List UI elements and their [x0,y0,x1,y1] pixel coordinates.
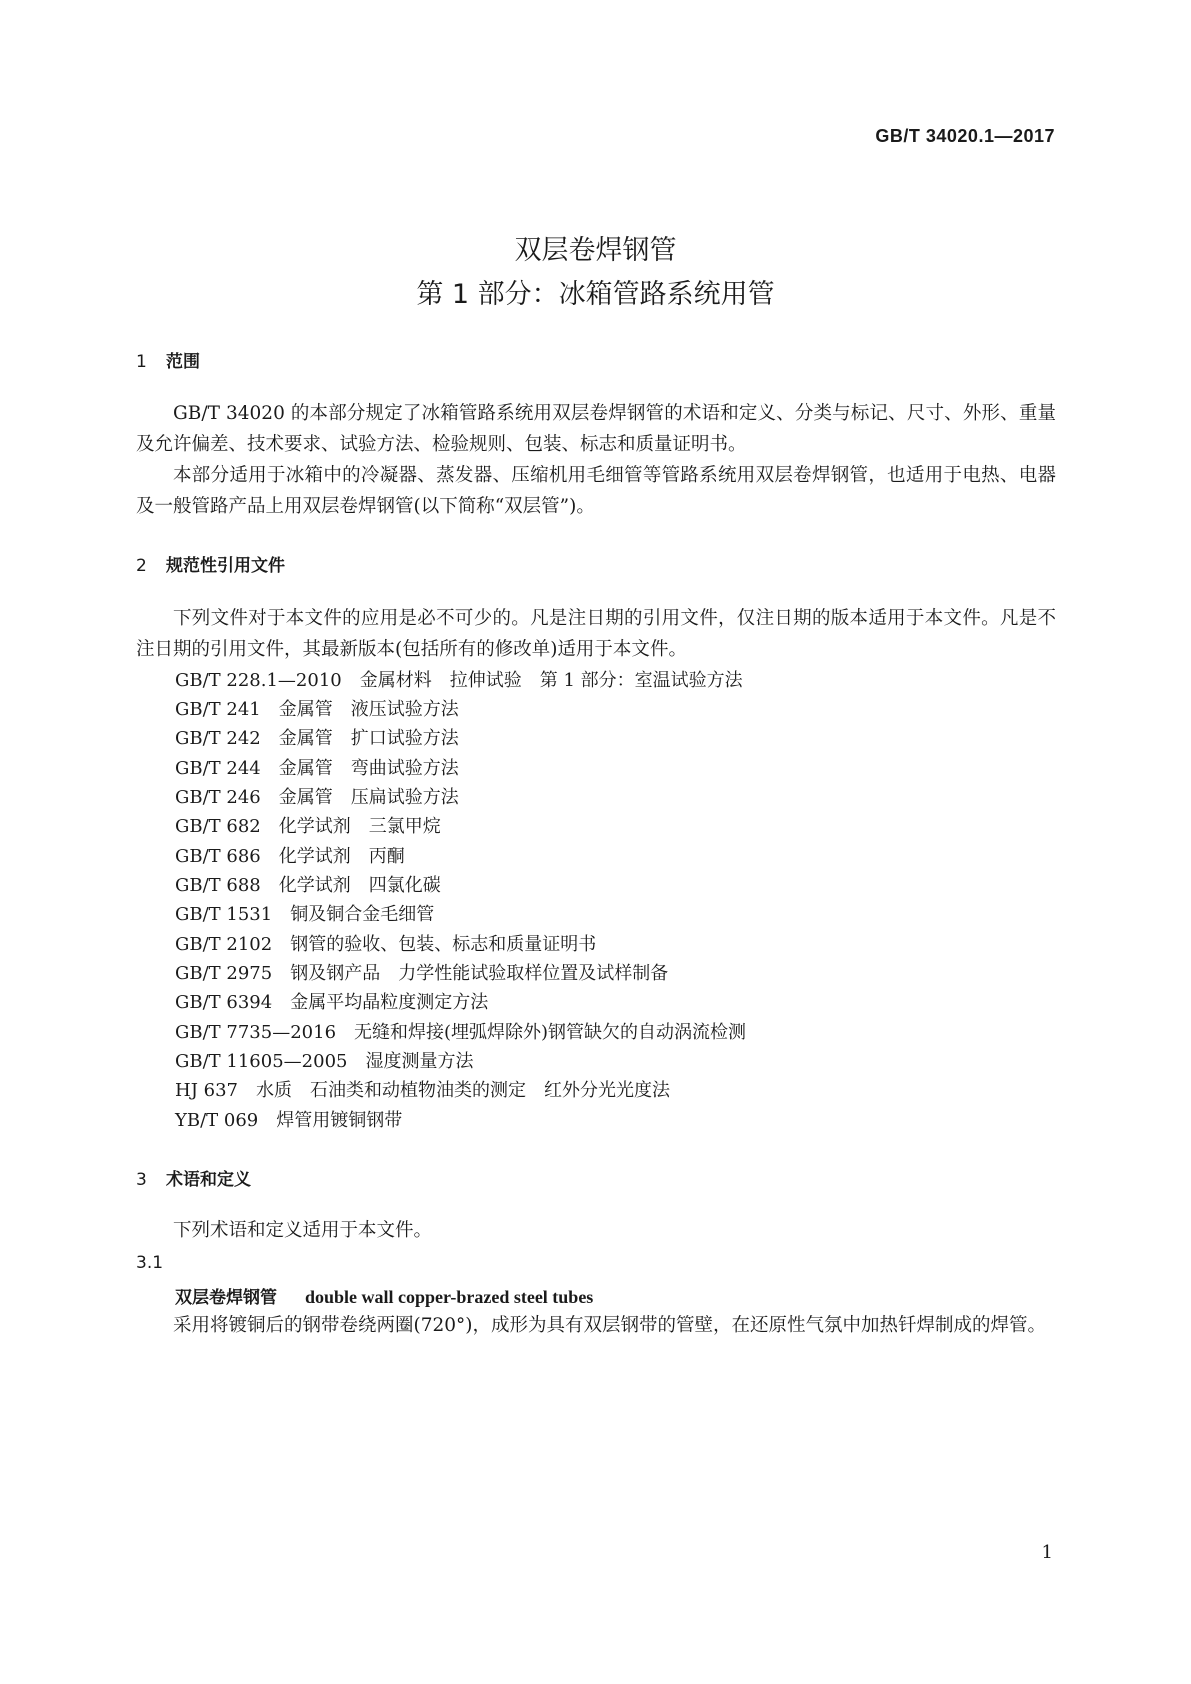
normative-refs-intro: 下列文件对于本文件的应用是必不可少的。凡是注日期的引用文件，仅注日期的版本适用于本文件。凡是不注日期的引用文件，其最新版本(包括所有的修改单)适用于本文件。 [136,608,1056,660]
reference-item: GB/T 7735—2016 无缝和焊接(埋弧焊除外)钢管缺欠的自动涡流检测 [175,1022,747,1043]
reference-item: GB/T 6394 金属平均晶粒度测定方法 [175,992,489,1013]
terms-intro: 下列术语和定义适用于本文件。 [173,1220,433,1241]
reference-item: GB/T 682 化学试剂 三氯甲烷 [175,816,441,837]
page-number: 1 [1041,1542,1053,1563]
term-number: 3.1 [136,1253,164,1273]
term-definition: 采用将镀铜后的钢带卷绕两圈(720°)，成形为具有双层钢带的管壁，在还原性气氛中加热钎焊制成的焊管。 [173,1315,1046,1336]
document-title: 双层卷焊钢管 [514,235,677,266]
reference-item: GB/T 11605—2005 湿度测量方法 [175,1051,474,1072]
reference-item: GB/T 246 金属管 压扁试验方法 [175,787,459,808]
section-number: 2 [136,556,147,576]
section-heading-normative-refs [136,551,285,576]
reference-item: GB/T 242 金属管 扩口试验方法 [175,728,459,749]
term-heading [175,1283,593,1308]
section-title: 范围 [166,352,200,372]
scope-paragraph: GB/T 34020 的本部分规定了冰箱管路系统用双层卷焊钢管的术语和定义、分类与标记、尺寸、外形、重量及允许偏差、技术要求、试验方法、检验规则、包装、标志和质量证明书。 [136,403,1056,455]
reference-item: GB/T 244 金属管 弯曲试验方法 [175,758,459,779]
reference-item: GB/T 686 化学试剂 丙酮 [175,846,405,867]
reference-item: GB/T 688 化学试剂 四氯化碳 [175,875,441,896]
reference-item: YB/T 069 焊管用镀铜钢带 [175,1110,403,1131]
reference-item: GB/T 1531 铜及铜合金毛细管 [175,904,435,925]
reference-item: HJ 637 水质 石油类和动植物油类的测定 红外分光光度法 [175,1080,670,1101]
document-subtitle: 第 1 部分：冰箱管路系统用管 [416,279,775,310]
section-title: 术语和定义 [166,1170,251,1190]
scope-paragraph: 本部分适用于冰箱中的冷凝器、蒸发器、压缩机用毛细管等管路系统用双层卷焊钢管，也适用于电热、电器及一般管路产品上用双层卷焊钢管(以下简称“双层管”)。 [136,465,1056,517]
reference-item: GB/T 228.1—2010 金属材料 拉伸试验 第 1 部分：室温试验方法 [175,670,743,691]
section-heading-terms [136,1165,251,1190]
reference-item: GB/T 241 金属管 液压试验方法 [175,699,459,720]
section-heading-scope [136,347,200,372]
reference-item: GB/T 2102 钢管的验收、包装、标志和质量证明书 [175,934,597,955]
term-chinese: 双层卷焊钢管 [175,1288,277,1308]
standard-code: GB/T 34020.1—2017 [875,126,1055,146]
term-english: double wall copper-brazed steel tubes [305,1287,594,1307]
section-number: 3 [136,1170,147,1190]
section-title: 规范性引用文件 [166,556,285,576]
reference-item: GB/T 2975 钢及钢产品 力学性能试验取样位置及试样制备 [175,963,669,984]
section-number: 1 [136,352,147,372]
